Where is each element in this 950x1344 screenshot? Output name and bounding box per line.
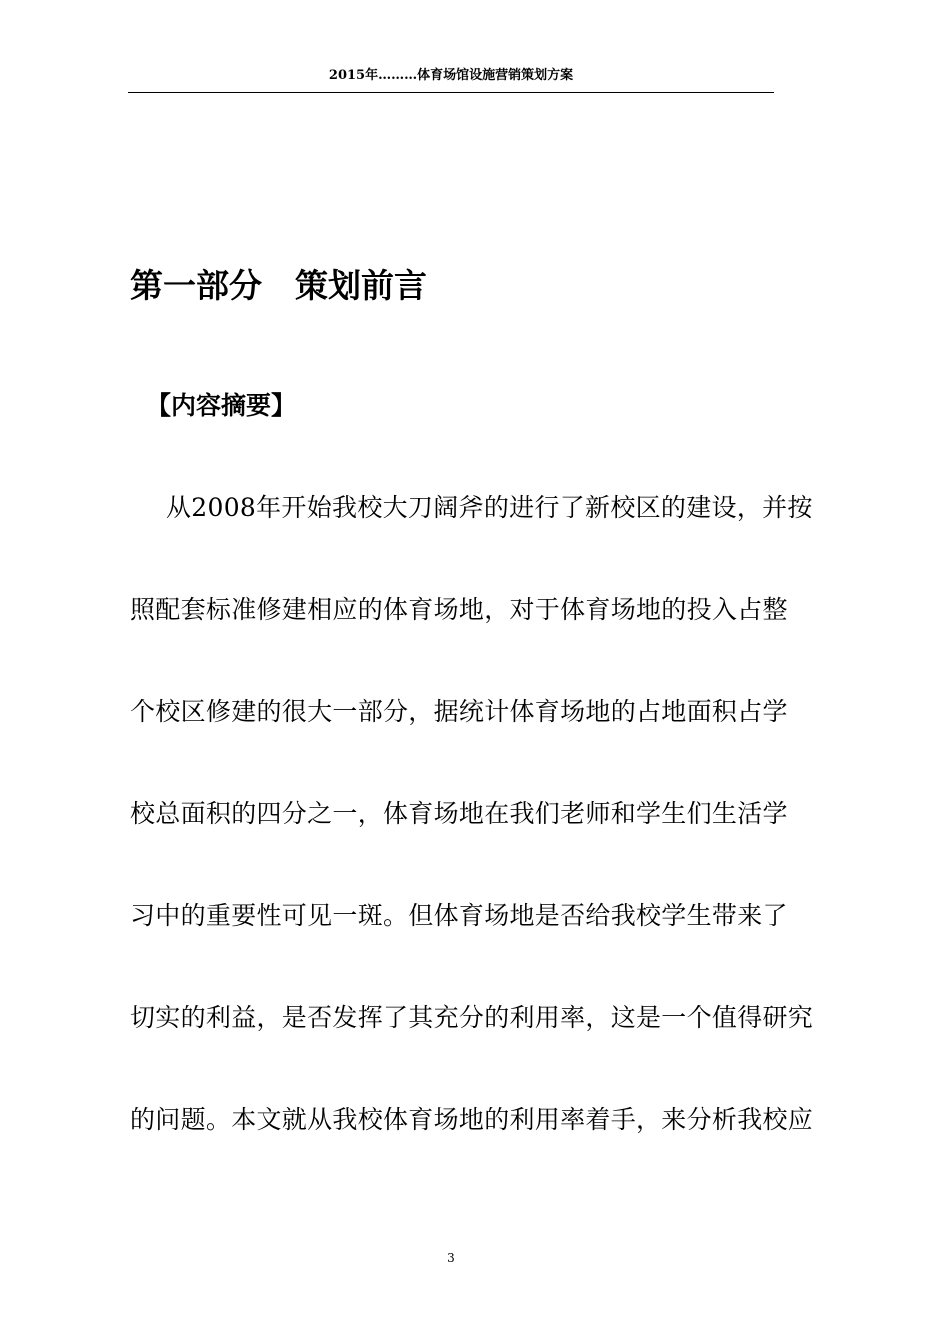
paragraph-line: 切实的利益，是否发挥了其充分的利用率，这是一个值得研究	[130, 1003, 814, 1032]
paragraph-line: 校总面积的四分之一，体育场地在我们老师和学生们生活学	[130, 799, 788, 828]
section-heading-summary: 【内容摘要】	[146, 391, 297, 420]
page-number: 3	[447, 1251, 455, 1265]
paragraph-line: 习中的重要性可见一斑。但体育场地是否给我校学生带来了	[130, 901, 788, 930]
running-header: 2015年………体育场馆设施营销策划方案	[328, 68, 574, 83]
paragraph-line: 从2008年开始我校大刀阔斧的进行了新校区的建设，并按	[166, 493, 813, 522]
header-divider	[128, 92, 774, 93]
paragraph-line: 个校区修建的很大一部分，据统计体育场地的占地面积占学	[130, 697, 788, 726]
paragraph-line: 照配套标准修建相应的体育场地，对于体育场地的投入占整	[130, 595, 788, 624]
paragraph-line: 的问题。本文就从我校体育场地的利用率着手，来分析我校应	[130, 1105, 814, 1134]
part-title: 第一部分 策划前言	[130, 266, 427, 305]
